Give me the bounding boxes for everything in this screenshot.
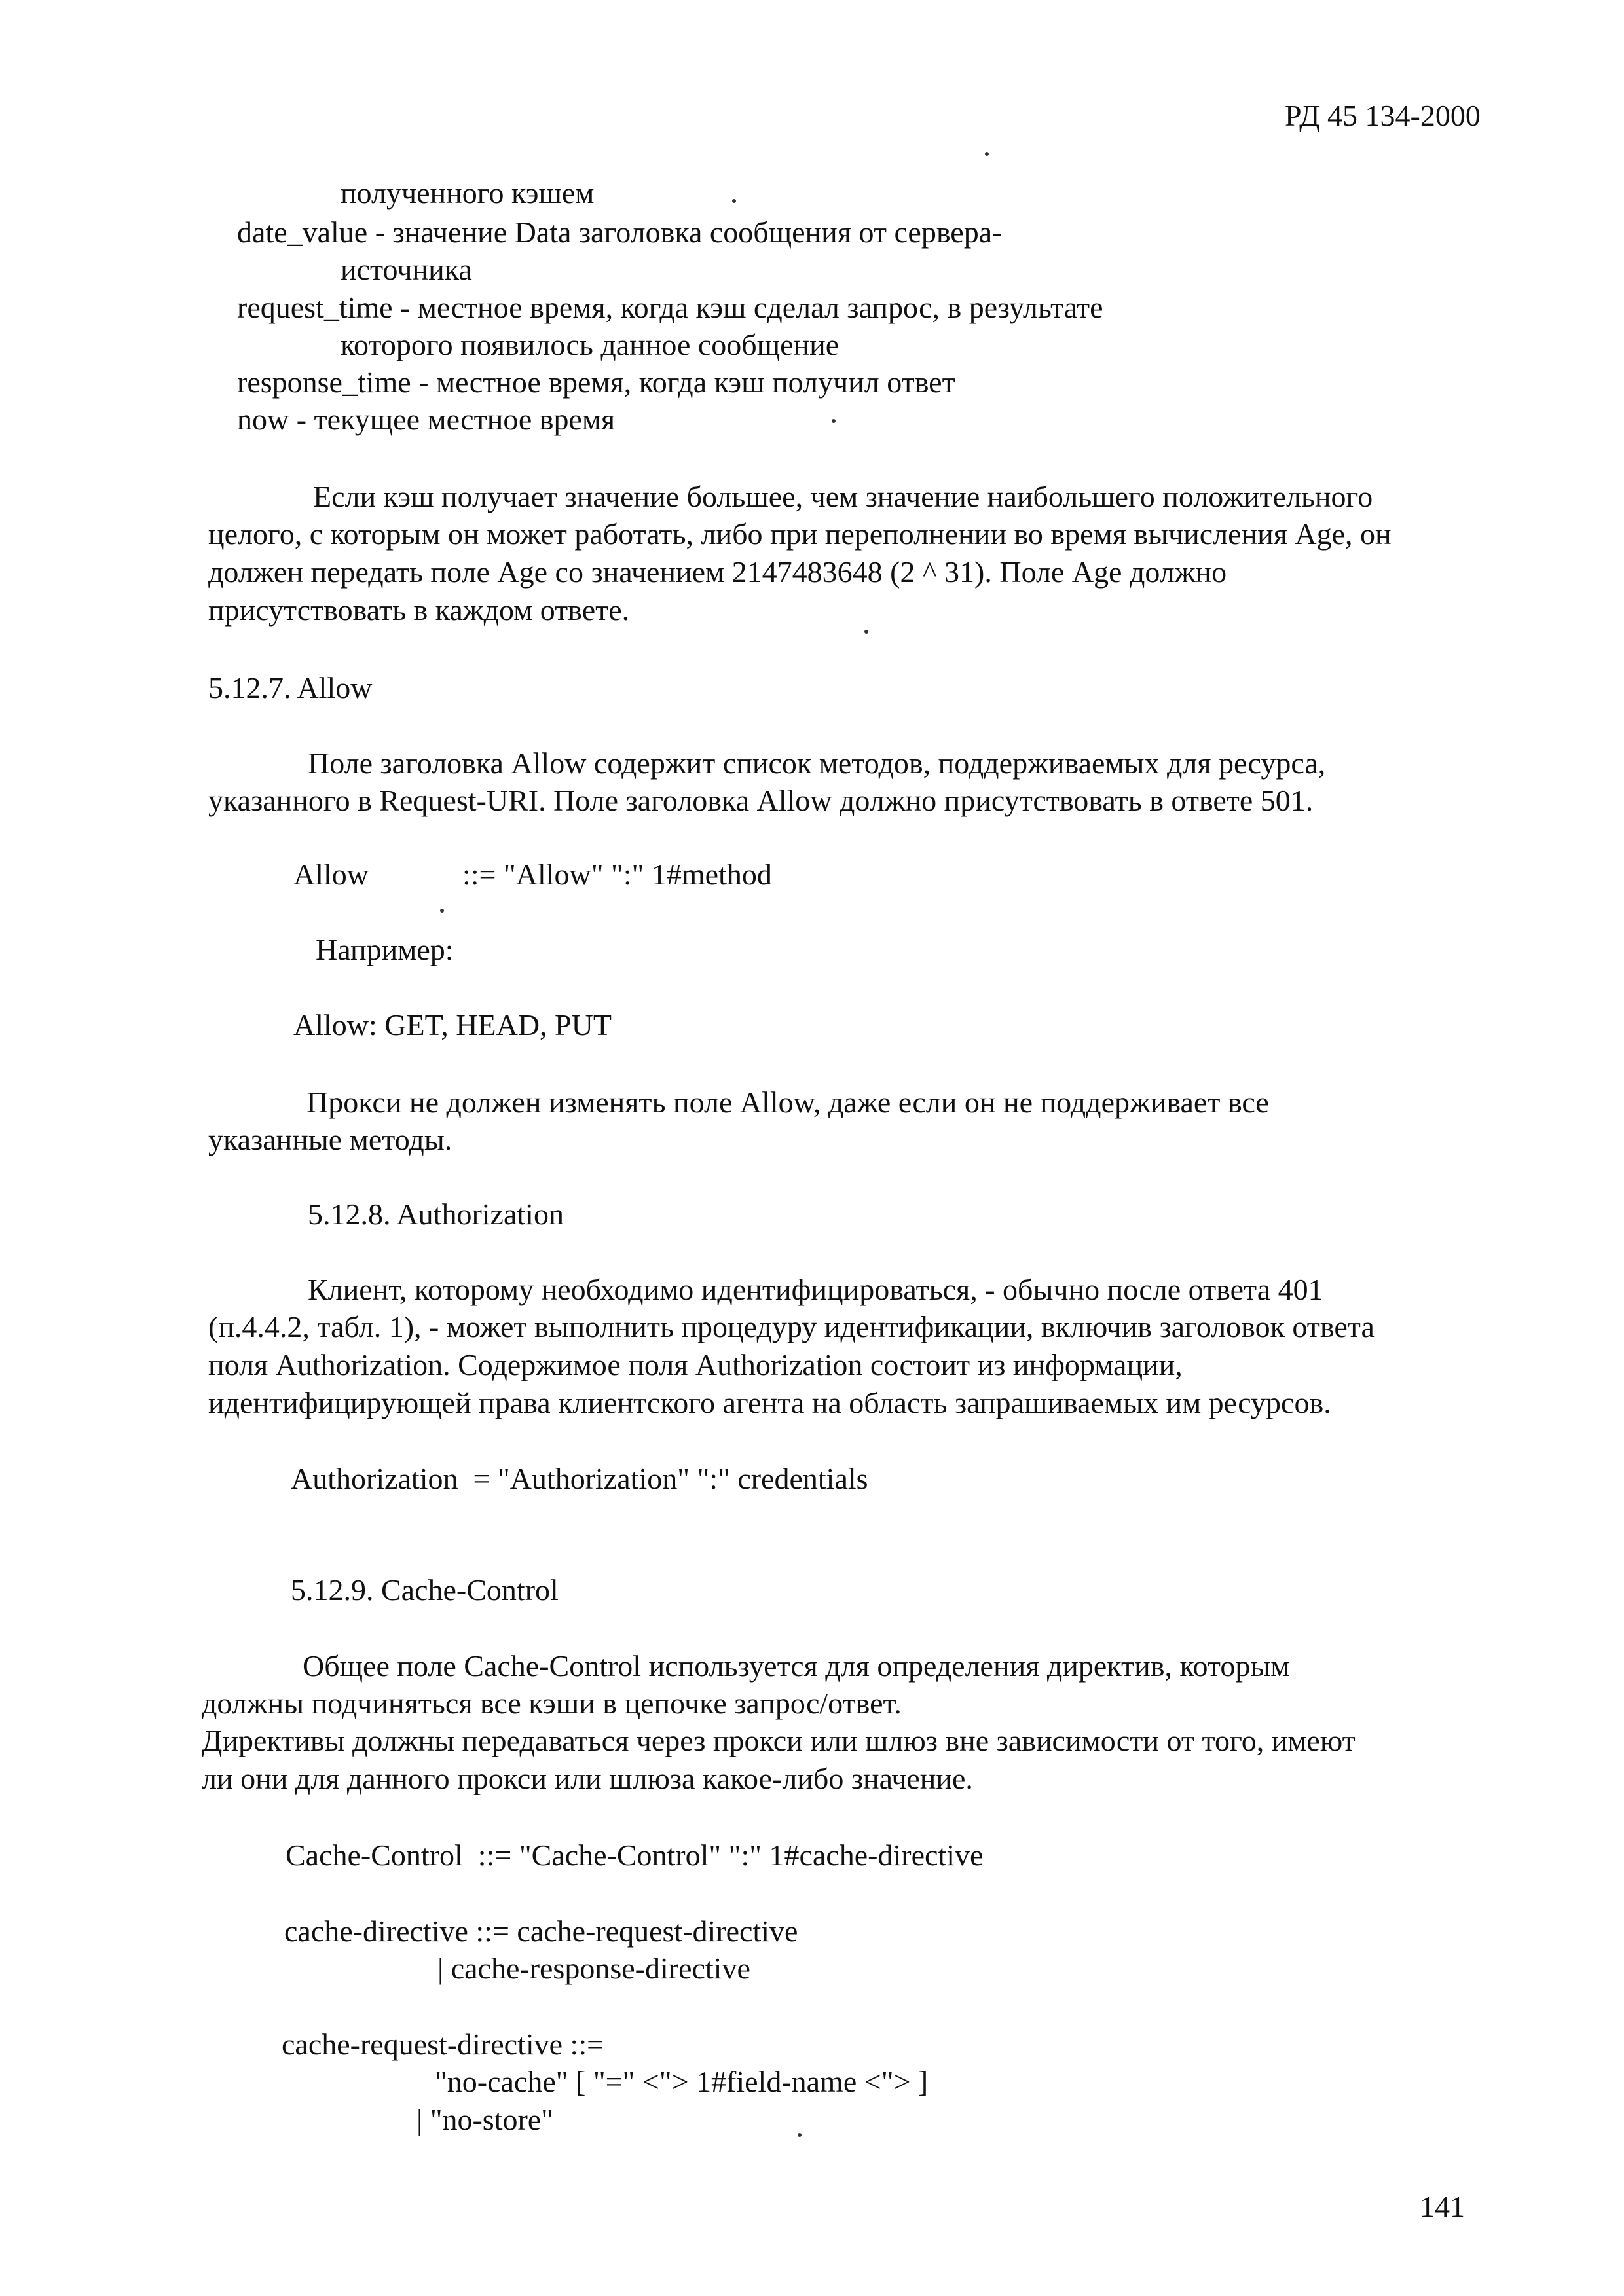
definition-line: date_value - значение Data заголовка сообщения от сервера- (237, 215, 1003, 249)
paragraph-line: указанные методы. (208, 1123, 452, 1156)
grammar-rule: cache-request-directive ::= (282, 2028, 604, 2061)
section-heading: 5.12.8. Authorization (308, 1197, 564, 1231)
paragraph-line: Общее поле Cache-Control используется для определения директив, которым (303, 1649, 1290, 1683)
paragraph-line: указанного в Request-URI. Поле заголовка Allow должно присутствовать в ответе 501. (208, 784, 1314, 817)
grammar-rule: Cache-Control ::= "Cache-Control" ":" 1#cache-directive (286, 1838, 984, 1872)
paragraph-line: Если кэш получает значение большее, чем значение наибольшего положительного (313, 480, 1373, 513)
grammar-rule: | "no-store" (416, 2103, 553, 2136)
scan-speck (798, 2133, 802, 2137)
definition-line: request_time - местное время, когда кэш сделал запрос, в результате (237, 291, 1103, 324)
section-heading: 5.12.7. Allow (208, 671, 373, 704)
page-number: 141 (1420, 2190, 1465, 2223)
paragraph-line: Директивы должны передаваться через прокси или шлюз вне зависимости от того, имеют (202, 1724, 1356, 1757)
grammar-rule: cache-directive ::= cache-request-directive (284, 1914, 798, 1948)
paragraph-line: присутствовать в каждом ответе. (208, 593, 630, 627)
scan-speck (732, 199, 736, 203)
scan-speck (832, 419, 836, 423)
definition-line: response_time - местное время, когда кэш получил ответ (237, 365, 955, 399)
definition-line: источника (341, 253, 472, 286)
paragraph-line: должны подчиняться все кэши в цепочке запрос/ответ. (202, 1686, 902, 1720)
definition-line: полученного кэшем (341, 176, 595, 210)
paragraph-line: Клиент, которому необходимо идентифицироваться, - обычно после ответа 401 (308, 1273, 1323, 1306)
scan-speck (985, 152, 989, 156)
section-heading: 5.12.9. Cache-Control (291, 1573, 559, 1607)
example-line: Allow: GET, HEAD, PUT (293, 1008, 612, 1042)
document-id: РД 45 134-2000 (1285, 99, 1481, 132)
paragraph-line: целого, с которым он может работать, либо при переполнении во время вычисления Age, он (208, 517, 1392, 551)
paragraph-line: поля Authorization. Содержимое поля Authorization состоит из информации, (208, 1348, 1183, 1381)
paragraph-line: Поле заголовка Allow содержит список методов, поддерживаемых для ресурса, (308, 746, 1326, 780)
paragraph-line: должен передать поле Age со значением 2147483648 (2 ^ 31). Поле Age должно (208, 555, 1227, 589)
definition-line: now - текущее местное время (237, 403, 616, 436)
grammar-rule: Authorization = "Authorization" ":" credentials (291, 1462, 868, 1495)
definition-line: которого появилось данное сообщение (341, 328, 840, 361)
paragraph-line: Прокси не должен изменять поле Allow, даже если он не поддерживает все (306, 1085, 1269, 1119)
grammar-rule: "no-cache" [ "=" <"> 1#field-name <"> ] (435, 2065, 929, 2098)
paragraph-line: ли они для данного прокси или шлюза какое-либо значение. (202, 1762, 973, 1795)
scan-speck (440, 909, 444, 913)
paragraph-line: (п.4.4.2, табл. 1), - может выполнить процедуру идентификации, включив заголовок ответа (208, 1310, 1375, 1343)
grammar-rule: | cache-response-directive (437, 1952, 750, 1985)
example-label: Например: (316, 933, 454, 966)
paragraph-line: идентифицирующей права клиентского агента на область запрашиваемых им ресурсов. (208, 1386, 1331, 1419)
scan-speck (864, 630, 868, 634)
grammar-rule: ::= "Allow" ":" 1#method (462, 858, 772, 891)
grammar-name: Allow (293, 858, 369, 891)
